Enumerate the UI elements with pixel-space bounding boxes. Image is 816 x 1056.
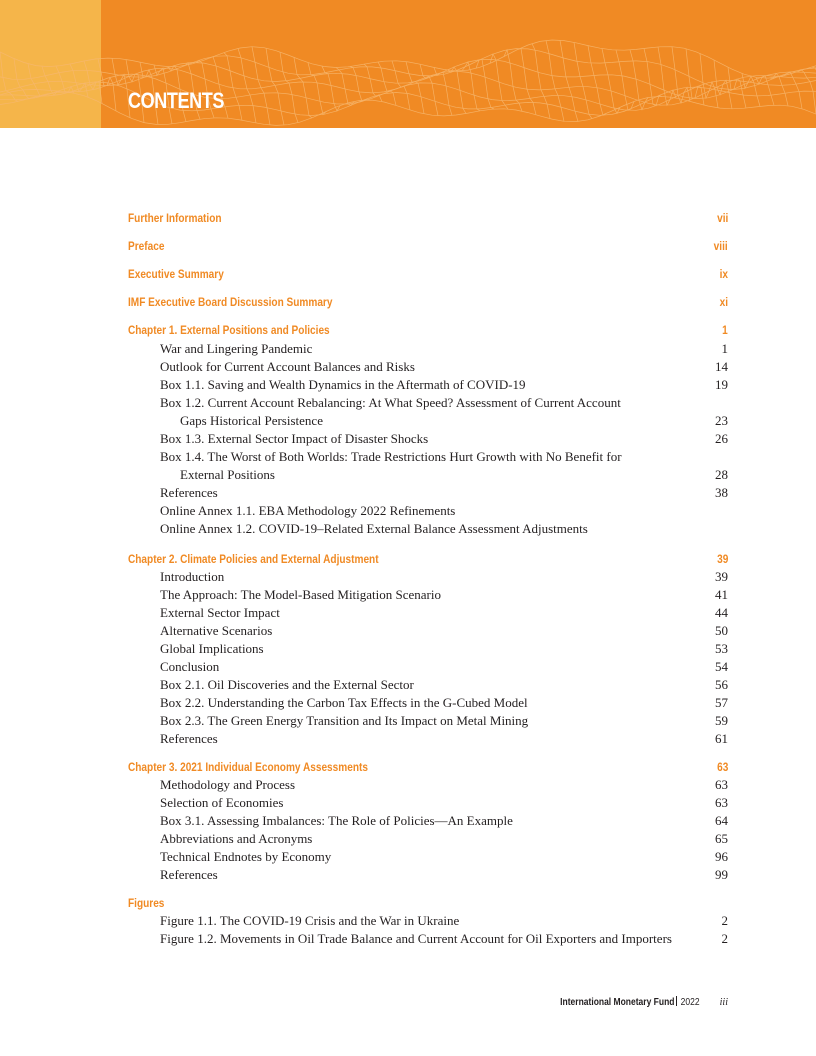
toc-entry-title: IMF Executive Board Discussion Summary bbox=[128, 295, 333, 309]
toc-entry-title: Preface bbox=[128, 239, 165, 253]
toc-entry[interactable] bbox=[128, 794, 728, 812]
mountain-mesh-graphic bbox=[0, 0, 816, 128]
toc-entry-title: Selection of Economies bbox=[160, 795, 284, 810]
toc-entry-title: Conclusion bbox=[160, 659, 220, 674]
toc-entry-title: Box 3.1. Assessing Imbalances: The Role of Policies—An Example bbox=[160, 813, 513, 828]
toc-section-heading[interactable] bbox=[128, 209, 728, 227]
toc-section-heading[interactable] bbox=[128, 265, 728, 283]
page-footer bbox=[540, 996, 728, 1012]
toc-page-number: 96 bbox=[715, 849, 728, 864]
toc-entry[interactable] bbox=[128, 502, 728, 520]
footer-organization: International Monetary Fund bbox=[560, 997, 675, 1008]
toc-page-number: 14 bbox=[715, 359, 728, 374]
toc-entry[interactable] bbox=[128, 640, 728, 658]
toc-entry[interactable] bbox=[128, 394, 728, 412]
toc-entry-title: Chapter 3. 2021 Individual Economy Assessments bbox=[128, 760, 368, 774]
toc-entry-title: Box 2.1. Oil Discoveries and the External Sector bbox=[160, 677, 414, 692]
toc-entry[interactable] bbox=[128, 658, 728, 676]
toc-entry-title: Box 2.2. Understanding the Carbon Tax Effects in the G-Cubed Model bbox=[160, 695, 528, 710]
toc-entry[interactable] bbox=[128, 622, 728, 640]
toc-entry-title: References bbox=[160, 731, 218, 746]
toc-entry-title: Box 2.3. The Green Energy Transition and Its Impact on Metal Mining bbox=[160, 713, 529, 728]
toc-entry[interactable] bbox=[128, 340, 728, 358]
toc-page-number: 57 bbox=[715, 695, 728, 710]
toc-entry[interactable] bbox=[128, 694, 728, 712]
toc-entry[interactable] bbox=[128, 412, 728, 430]
toc-page-number: vii bbox=[716, 211, 728, 225]
toc-entry[interactable] bbox=[128, 730, 728, 748]
toc-page-number: 23 bbox=[715, 413, 728, 428]
toc-page-number: xi bbox=[719, 295, 728, 309]
toc-entry-title: Gaps Historical Persistence bbox=[180, 413, 323, 428]
toc-entry[interactable] bbox=[128, 848, 728, 866]
toc-page-number: 38 bbox=[715, 485, 728, 500]
footer-year: 2022 bbox=[681, 997, 700, 1008]
toc-page-number: 53 bbox=[715, 641, 728, 656]
toc-section-heading[interactable] bbox=[128, 758, 728, 776]
toc-entry-title: Box 1.1. Saving and Wealth Dynamics in the Aftermath of COVID-19 bbox=[160, 377, 526, 392]
toc-entry[interactable] bbox=[128, 776, 728, 794]
toc-page-number: 65 bbox=[715, 831, 728, 846]
toc-section-heading[interactable] bbox=[128, 550, 728, 568]
toc-entry[interactable] bbox=[128, 358, 728, 376]
toc-entry-title: Figures bbox=[128, 896, 165, 910]
toc-page-number: 44 bbox=[715, 605, 728, 620]
toc-page-number: 1 bbox=[722, 323, 728, 337]
header-banner bbox=[0, 0, 816, 128]
toc-page-number: ix bbox=[719, 267, 728, 281]
footer-page-number: iii bbox=[719, 997, 728, 1008]
toc-entry[interactable] bbox=[128, 376, 728, 394]
toc-page-number: 63 bbox=[715, 777, 728, 792]
toc-entry-title: Box 1.3. External Sector Impact of Disaster Shocks bbox=[160, 431, 429, 446]
toc-entry-title: Alternative Scenarios bbox=[160, 623, 273, 638]
toc-page-number: 64 bbox=[715, 813, 728, 828]
toc-page-number: 56 bbox=[715, 677, 728, 692]
toc-entry[interactable] bbox=[128, 712, 728, 730]
toc-entry-title: External Positions bbox=[180, 467, 275, 482]
footer-divider bbox=[676, 996, 677, 1006]
toc-page-number: 59 bbox=[715, 713, 728, 728]
toc-entry-title: References bbox=[160, 485, 218, 500]
toc-section-heading[interactable] bbox=[128, 237, 728, 255]
toc-page-number: 26 bbox=[715, 431, 728, 446]
toc-entry-title: Figure 1.1. The COVID-19 Crisis and the War in Ukraine bbox=[160, 913, 460, 928]
toc-entry-title: Outlook for Current Account Balances and Risks bbox=[160, 359, 415, 374]
toc-entry[interactable] bbox=[128, 466, 728, 484]
toc-entry-title: Box 1.2. Current Account Rebalancing: At What Speed? Assessment of Current Account bbox=[160, 395, 621, 410]
toc-entry-title: Introduction bbox=[160, 569, 225, 584]
toc-entry[interactable] bbox=[128, 912, 728, 930]
toc-page-number: 99 bbox=[715, 867, 728, 882]
toc-entry-title: Online Annex 1.2. COVID-19–Related External Balance Assessment Adjustments bbox=[160, 521, 588, 536]
toc-entry-title: War and Lingering Pandemic bbox=[160, 341, 313, 356]
toc-entry[interactable] bbox=[128, 866, 728, 884]
toc-entry[interactable] bbox=[128, 812, 728, 830]
toc-entry[interactable] bbox=[128, 676, 728, 694]
toc-entry[interactable] bbox=[128, 484, 728, 502]
toc-entry-title: Technical Endnotes by Economy bbox=[160, 849, 332, 864]
toc-entry-title: Abbreviations and Acronyms bbox=[160, 831, 313, 846]
toc-entry-title: Online Annex 1.1. EBA Methodology 2022 Refinements bbox=[160, 503, 456, 518]
toc-page-number: 39 bbox=[715, 569, 728, 584]
toc-page-number: 19 bbox=[715, 377, 728, 392]
toc-entry[interactable] bbox=[128, 830, 728, 848]
toc-entry-title: Box 1.4. The Worst of Both Worlds: Trade Restrictions Hurt Growth with No Benefit for bbox=[160, 449, 622, 464]
toc-entry-title: Executive Summary bbox=[128, 267, 224, 281]
toc-entry-title: References bbox=[160, 867, 218, 882]
toc-page-number: 50 bbox=[715, 623, 728, 638]
toc-page-number: 39 bbox=[716, 552, 728, 566]
toc-entry-title: Chapter 2. Climate Policies and External Adjustment bbox=[128, 552, 379, 566]
toc-entry[interactable] bbox=[128, 448, 728, 466]
toc-page-number: viii bbox=[713, 239, 728, 253]
toc-page-number: 2 bbox=[721, 913, 728, 928]
toc-section-heading[interactable] bbox=[128, 321, 728, 339]
toc-page-number: 28 bbox=[715, 467, 728, 482]
toc-entry[interactable] bbox=[128, 586, 728, 604]
toc-page-number: 1 bbox=[721, 341, 728, 356]
toc-page-number: 63 bbox=[716, 760, 728, 774]
toc-page-number: 54 bbox=[715, 659, 728, 674]
toc-entry-title: Methodology and Process bbox=[160, 777, 296, 792]
toc-entry[interactable] bbox=[128, 520, 728, 538]
toc-section-heading[interactable] bbox=[128, 293, 728, 311]
toc-entry[interactable] bbox=[128, 930, 728, 948]
toc-entry-title: Figure 1.2. Movements in Oil Trade Balance and Current Account for Oil Exporters and Importers bbox=[160, 931, 672, 946]
page-title: CONTENTS bbox=[128, 88, 224, 113]
toc-entry-title: Global Implications bbox=[160, 641, 264, 656]
toc-entry-title: Further Information bbox=[128, 211, 222, 225]
toc-entry[interactable] bbox=[128, 430, 728, 448]
toc-page-number: 2 bbox=[721, 931, 728, 946]
toc-entry-title: External Sector Impact bbox=[160, 605, 280, 620]
toc-entry-title: The Approach: The Model-Based Mitigation Scenario bbox=[160, 587, 441, 602]
toc-entry-title: Chapter 1. External Positions and Policies bbox=[128, 323, 330, 337]
toc-entry[interactable] bbox=[128, 604, 728, 622]
toc-entry[interactable] bbox=[128, 568, 728, 586]
toc-page-number: 61 bbox=[715, 731, 728, 746]
toc-page-number: 63 bbox=[715, 795, 728, 810]
toc-page-number: 41 bbox=[715, 587, 728, 602]
toc-section-heading[interactable] bbox=[128, 894, 728, 912]
